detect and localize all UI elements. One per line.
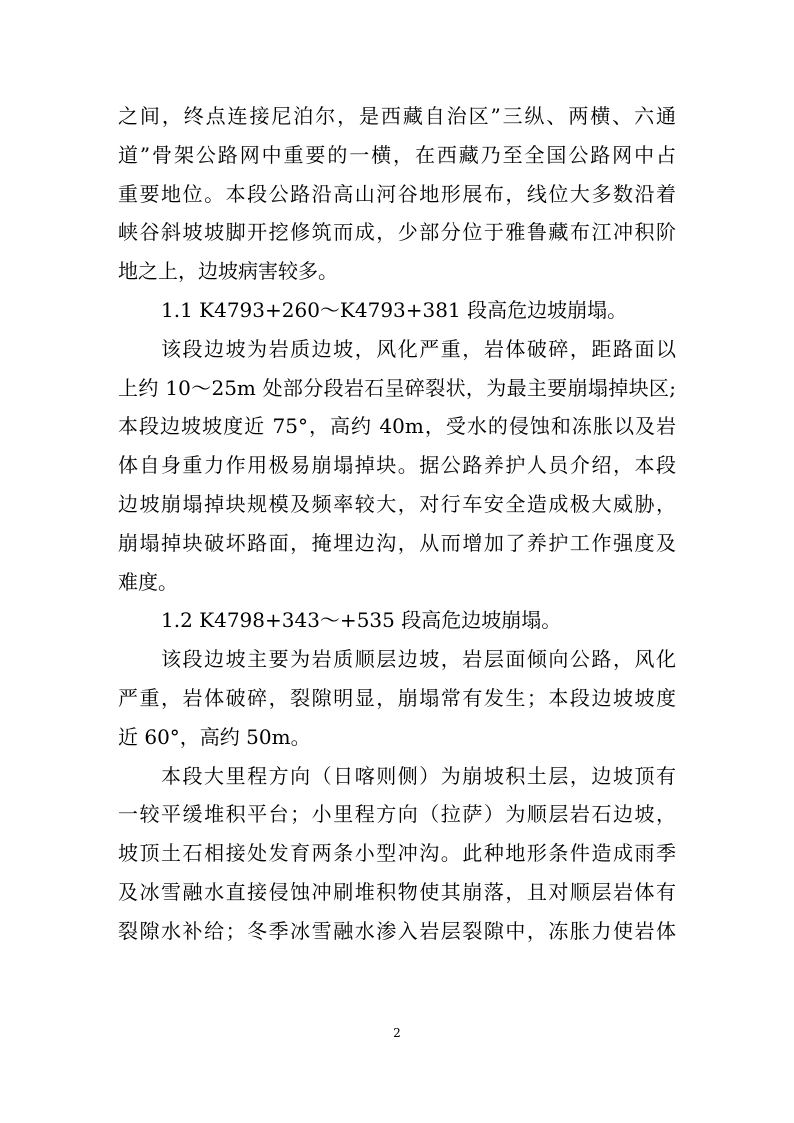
paragraph-line: 坡顶土石相接处发育两条小型冲沟。此种地形条件造成雨季 <box>118 841 676 866</box>
paragraph-line: 之间，终点连接尼泊尔，是西藏自治区”三纵、两横、六通 <box>118 104 676 128</box>
paragraph-line: 重要地位。本段公路沿高山河谷地形展布，线位大多数沿着 <box>118 181 676 206</box>
paragraph-line: 地之上，边坡病害较多。 <box>118 259 338 284</box>
paragraph-line: 上约 10～25m 处部分段岩石呈碎裂状，为最主要崩塌掉块区; <box>118 375 676 400</box>
paragraph-line: 本段大里程方向（日喀则侧）为崩坡积土层，边坡顶有 <box>161 763 676 788</box>
paragraph-line: 一较平缓堆积平台；小里程方向（拉萨）为顺层岩石边坡， <box>118 802 676 827</box>
paragraph-line: 该段边坡主要为岩质顺层边坡，岩层面倾向公路，风化 <box>161 647 676 672</box>
paragraph-line: 峡谷斜坡坡脚开挖修筑而成，少部分位于雅鲁藏布江冲积阶 <box>118 220 676 245</box>
paragraph-line: 体自身重力作用极易崩塌掉块。据公路养护人员介绍，本段 <box>118 453 676 478</box>
paragraph-line: 难度。 <box>118 569 178 594</box>
paragraph-line: 边坡崩塌掉块规模及频率较大，对行车安全造成极大威胁， <box>118 491 676 516</box>
section-heading: 1.1 K4793+260～K4793+381 段高危边坡崩塌。 <box>161 297 628 322</box>
paragraph-line: 崩塌掉块破坏路面，掩埋边沟，从而增加了养护工作强度及 <box>118 530 676 555</box>
paragraph-line: 及冰雪融水直接侵蚀冲刷堆积物使其崩落，且对顺层岩体有 <box>118 879 676 904</box>
paragraph-line: 本段边坡坡度近 75°，高约 40m，受水的侵蚀和冻胀以及岩 <box>118 414 676 439</box>
page-number: 2 <box>393 1026 401 1040</box>
section-heading: 1.2 K4798+343～+535 段高危边坡崩塌。 <box>161 608 562 633</box>
paragraph-line: 严重，岩体破碎，裂隙明显，崩塌常有发生；本段边坡坡度 <box>118 685 676 710</box>
paragraph-line: 近 60°，高约 50m。 <box>118 724 311 749</box>
paragraph-line: 道”骨架公路网中重要的一横，在西藏乃至全国公路网中占 <box>118 142 676 167</box>
paragraph-line: 该段边坡为岩质边坡，风化严重，岩体破碎，距路面以 <box>161 336 676 361</box>
paragraph-line: 裂隙水补给；冬季冰雪融水渗入岩层裂隙中，冻胀力使岩体 <box>118 918 676 943</box>
body-text <box>118 97 676 951</box>
